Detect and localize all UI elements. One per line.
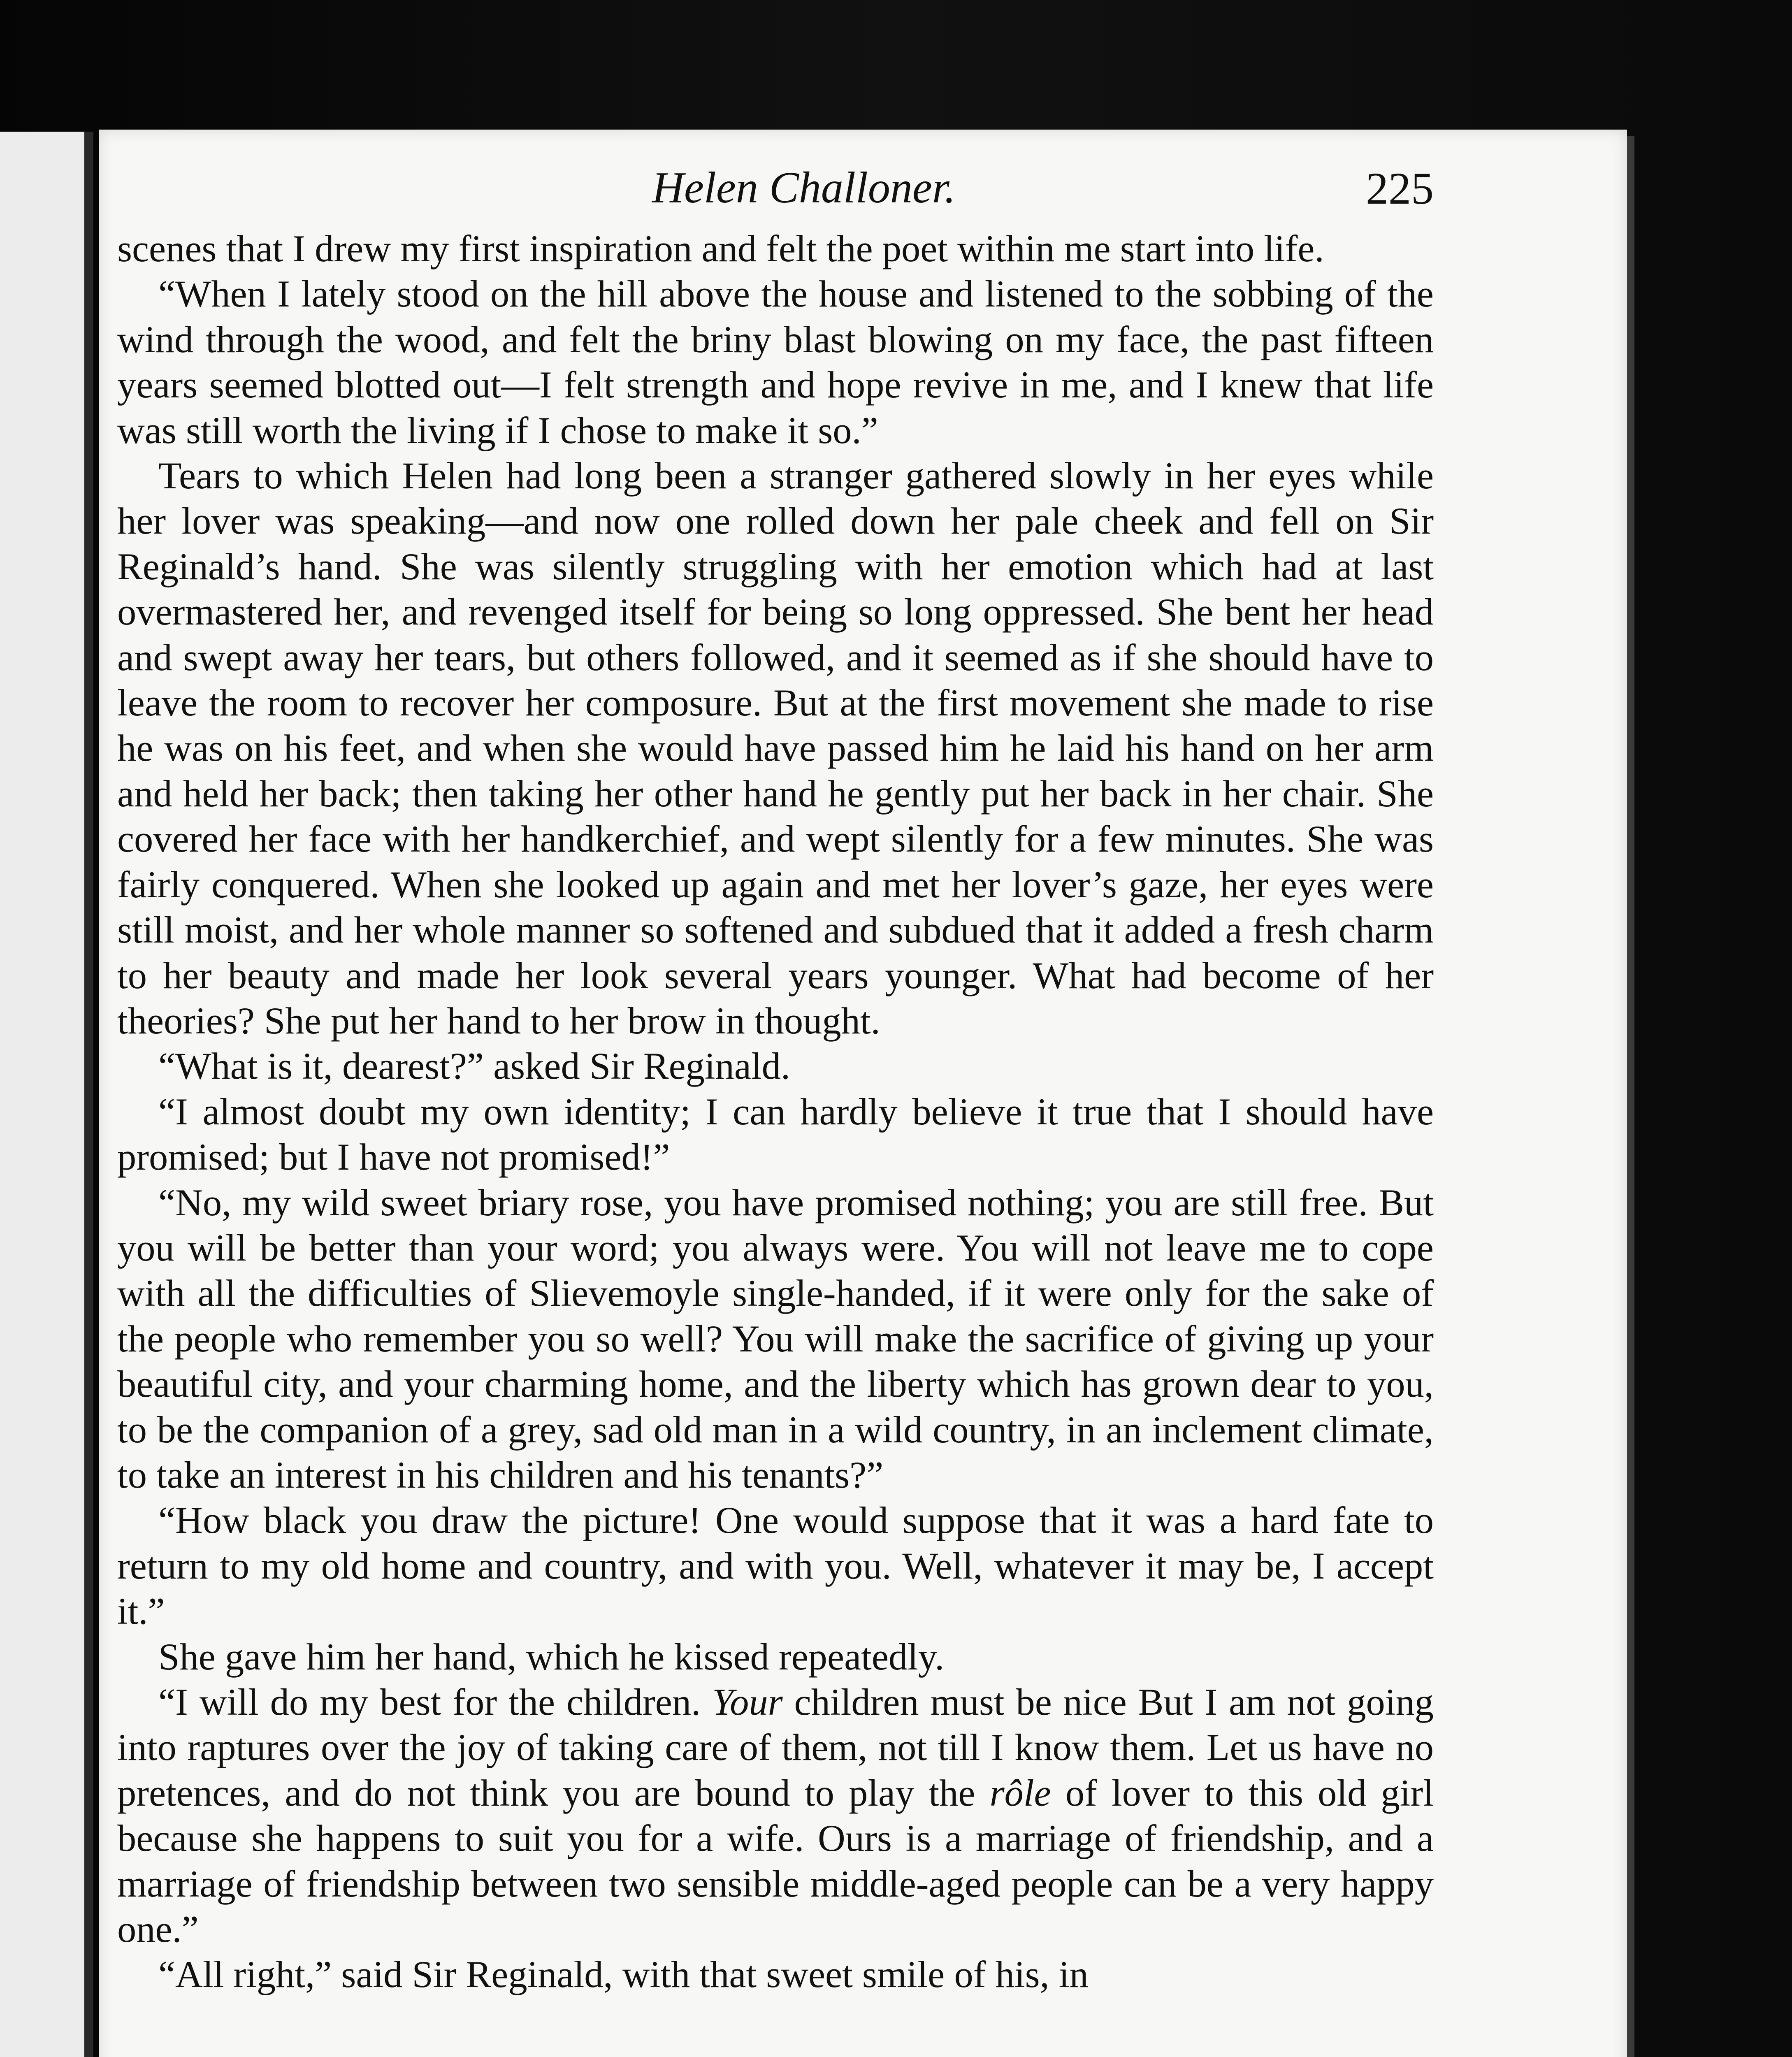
paragraph-text: “All right,” said Sir Reginald, with that sweet smile of his, in <box>158 1954 1089 1996</box>
paragraph-text: Tears to which Helen had long been a stranger gathered slowly in her eyes while her lover was speaking—and now one rolled down her pale cheek and fell on Sir Reginald’s hand. She was silently struggling with her emotion which had at last overmastered her, and revenged itself for being so long oppressed. She bent her head and swept away her tears, but others followed, and it seemed as if she should have to leave the room to recover her composure. But at the first movement she made to rise he was on his feet, and when she would have passed him he laid his hand on her arm and held her back; then taking her other hand he gently put her back in her chair. She covered her face with her handkerchief, and wept silently for a few minutes. She was fairly conquered. When she looked up again and met her lover’s gaze, her eyes were still moist, and her whole manner so softened and subdued that it added a fresh charm to her beauty and made her look several years younger. What had become of her theories? She put her hand to her brow in thought. <box>117 455 1434 1042</box>
paragraph-text: scenes that I drew my first inspiration and felt the poet within me start into life. <box>117 228 1324 270</box>
page-number: 225 <box>1366 163 1434 214</box>
page-edge-shadow <box>1627 136 1634 2057</box>
paragraph <box>117 1180 1434 1498</box>
paragraph-text: “When I lately stood on the hill above the house and listened to the sobbing of the wind through the wood, and felt the briny blast blowing on my face, the past fifteen years seemed blotted out—I felt strength and hope revive in me, and I knew that life was still worth the living if I chose to make it so.” <box>117 273 1434 452</box>
paragraph <box>117 226 1434 272</box>
paragraph-text: “What is it, dearest?” asked Sir Reginald. <box>158 1045 791 1088</box>
facing-page-edge <box>0 132 93 2057</box>
running-head <box>117 163 1434 224</box>
body-text <box>117 226 1434 1998</box>
italic-text: rôle <box>989 1772 1051 1814</box>
paragraph <box>117 1089 1434 1180</box>
paragraph-text: “I will do my best for the children. <box>158 1681 713 1723</box>
paragraph-text: children must be nice But I am not going into raptures over the joy of taking care of them, not till I know them. Let us have no pretences, and do not think you are bound to play the <box>117 1681 1434 1814</box>
paragraph <box>117 453 1434 1044</box>
paragraph <box>117 1680 1434 1952</box>
paragraph-text: “No, my wild sweet briary rose, you have promised nothing; you are still free. But you will be better than your word; you always were. You will not leave me to cope with all the difficulties of Slievemoyle single-handed, if it were only for the sake of the people who remember you so well? You will make the sacrifice of giving up your beautiful city, and your charming home, and the liberty which has grown dear to you, to be the companion of a grey, sad old man in a wild country, in an inclement climate, to take an interest in his children and his tenants?” <box>117 1182 1434 1496</box>
italic-text: Your <box>712 1681 783 1723</box>
paragraph <box>117 1634 1434 1680</box>
paragraph <box>117 1952 1434 1997</box>
running-title: Helen Challoner. <box>652 163 956 212</box>
paragraph-text: of lover to this old girl because she happens to suit you for a wife. Ours is a marriage of friendship, and a marriage of friendship between two sensible middle-aged people can be a very happy one.” <box>117 1772 1434 1951</box>
paragraph-text: She gave him her hand, which he kissed repeatedly. <box>158 1636 945 1678</box>
paragraph <box>117 1498 1434 1634</box>
paragraph <box>117 272 1434 453</box>
paragraph-text: “I almost doubt my own identity; I can hardly believe it true that I should have promised; but I have not promised!” <box>117 1091 1434 1179</box>
paragraph-text: “How black you draw the picture! One would suppose that it was a hard fate to return to my old home and country, and with you. Well, whatever it may be, I accept it.” <box>117 1500 1434 1633</box>
paragraph <box>117 1044 1434 1089</box>
